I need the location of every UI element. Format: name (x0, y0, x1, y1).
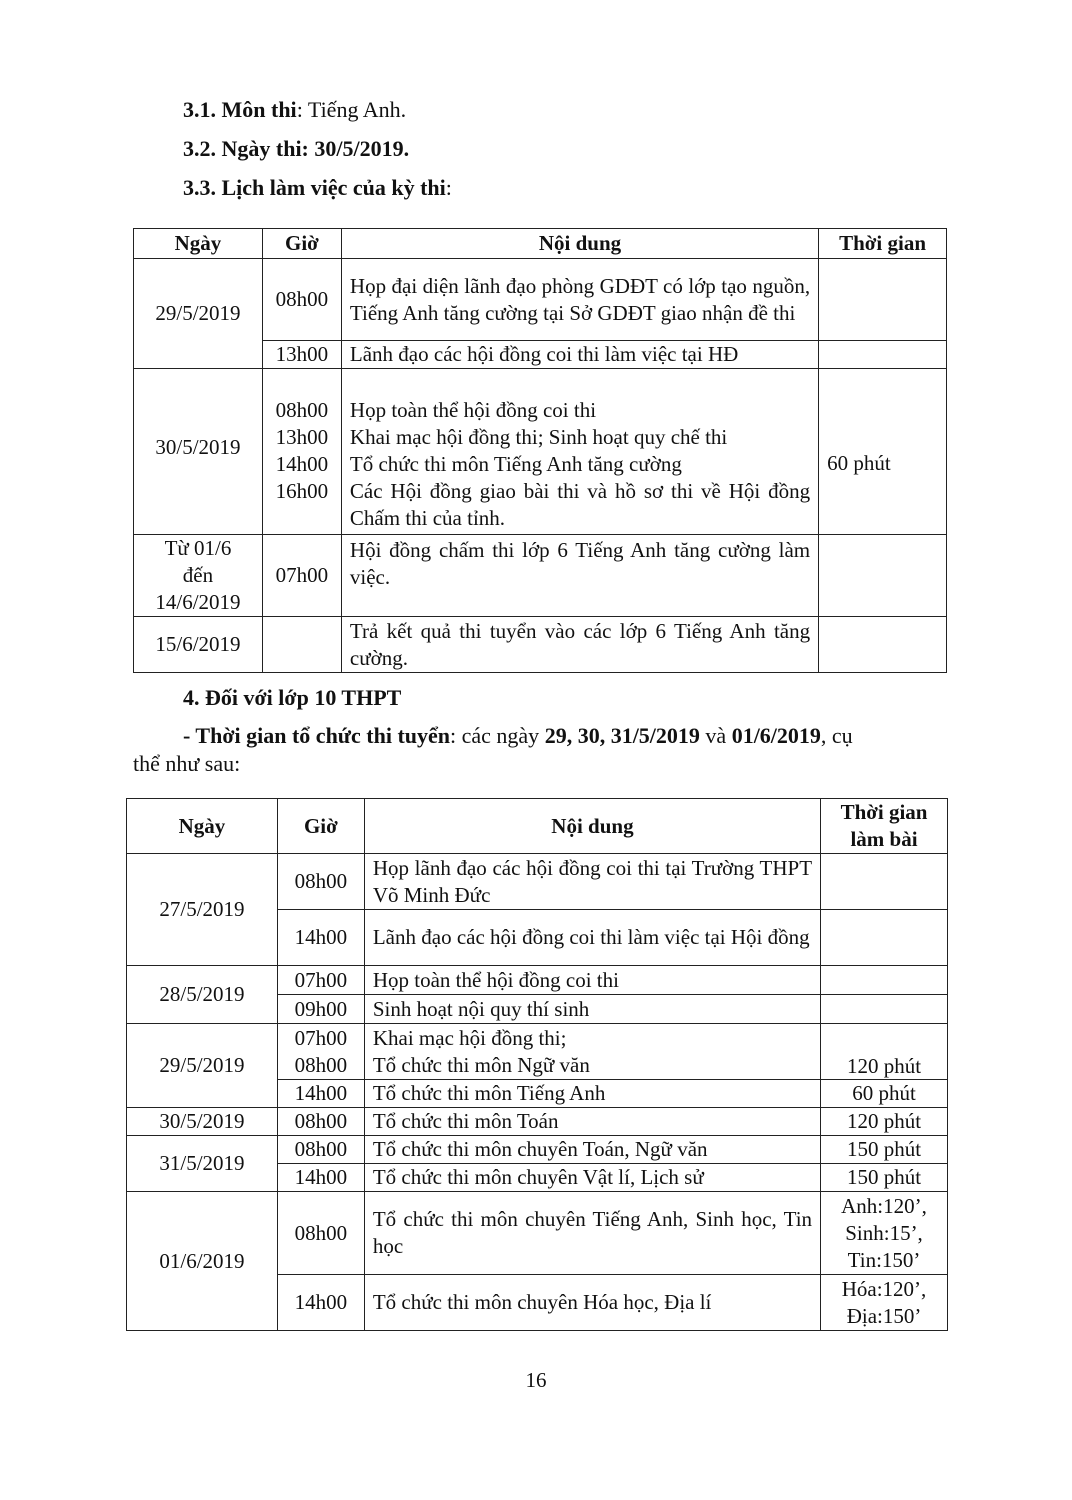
row-date: 28/5/2019 (127, 966, 278, 1024)
table-row (134, 535, 947, 617)
row-date: 30/5/2019 (134, 369, 263, 535)
schedule-table-grade10 (126, 798, 948, 1331)
table-row (134, 617, 947, 673)
header-time: Giờ (277, 799, 364, 854)
header-duration: Thời gian làm bài (821, 799, 948, 854)
table-row (127, 1108, 948, 1136)
row-content: Tổ chức thi môn chuyên Tiếng Anh, Sinh học, Tin học (364, 1192, 820, 1275)
row-time: 13h00 (262, 341, 341, 369)
schedule-table-grade6 (133, 228, 947, 673)
row-date: 29/5/2019 (127, 1024, 278, 1108)
row-duration: 60 phút (821, 1080, 948, 1108)
row-duration (819, 617, 947, 673)
section-3-2: 3.2. Ngày thi: 30/5/2019. (183, 136, 410, 161)
section-3-1: 3.1. Môn thi: Tiếng Anh. (183, 97, 407, 122)
row-duration: Anh:120’, Sinh:15’, Tin:150’ (821, 1192, 948, 1275)
row-content: Họp đại diện lãnh đạo phòng GDĐT có lớp tạo nguồn, Tiếng Anh tăng cường tại Sở GDĐT giao nhận đề thi (341, 259, 818, 341)
table-row (127, 1192, 948, 1275)
row-time: 14h00 (277, 1164, 364, 1192)
row-date: 30/5/2019 (127, 1108, 278, 1136)
section-4-title: 4. Đối với lớp 10 THPT (183, 685, 402, 710)
row-duration (821, 966, 948, 995)
row-content: Trả kết quả thi tuyển vào các lớp 6 Tiếng Anh tăng cường. (341, 617, 818, 673)
row-duration (819, 341, 947, 369)
row-content: Lãnh đạo các hội đồng coi thi làm việc tại Hội đồng (364, 910, 820, 966)
row-time: 08h00 (277, 854, 364, 910)
row-time: 08h00 (277, 1108, 364, 1136)
row-time (262, 617, 341, 673)
row-time: 14h00 (277, 910, 364, 966)
row-time: 09h00 (277, 995, 364, 1024)
row-content: Tổ chức thi môn chuyên Toán, Ngữ văn (364, 1136, 820, 1164)
header-duration: Thời gian (819, 229, 947, 259)
row-duration: 60 phút (819, 369, 947, 535)
row-content: Họp toàn thể hội đồng coi thi (364, 966, 820, 995)
table-row (134, 259, 947, 341)
row-time: 14h00 (277, 1080, 364, 1108)
row-content: Họp lãnh đạo các hội đồng coi thi tại Trường THPT Võ Minh Đức (364, 854, 820, 910)
header-content: Nội dung (341, 229, 818, 259)
section-3-3: 3.3. Lịch làm việc của kỳ thi: (183, 175, 452, 200)
row-duration (819, 259, 947, 341)
row-content: Sinh hoạt nội quy thí sinh (364, 995, 820, 1024)
row-date: Từ 01/6 đến 14/6/2019 (134, 535, 263, 617)
row-duration: Hóa:120’, Địa:150’ (821, 1275, 948, 1331)
row-content: Tổ chức thi môn Tiếng Anh (364, 1080, 820, 1108)
row-contents: Họp toàn thể hội đồng coi thi Khai mạc hội đồng thi; Sinh hoạt quy chế thi Tổ chức thi môn Tiếng Anh tăng cường Các Hội đồng giao bài thi và hồ sơ thi về Hội đồng Chấm thi của tỉnh. (341, 369, 818, 535)
row-contents: Khai mạc hội đồng thi; Tổ chức thi môn Ngữ văn (364, 1024, 820, 1080)
row-times: 08h00 13h00 14h00 16h00 (262, 369, 341, 535)
table-header-row (134, 229, 947, 259)
row-date: 31/5/2019 (127, 1136, 278, 1192)
table-row (127, 1136, 948, 1164)
header-date: Ngày (134, 229, 263, 259)
row-time: 08h00 (262, 259, 341, 341)
table-row (127, 854, 948, 910)
row-duration (821, 910, 948, 966)
row-duration: 120 phút (821, 1108, 948, 1136)
row-date: 15/6/2019 (134, 617, 263, 673)
row-duration (821, 854, 948, 910)
section-4-intro-line2: thể như sau: (133, 751, 241, 776)
header-date: Ngày (127, 799, 278, 854)
row-duration: 120 phút (821, 1024, 948, 1080)
page-number: 16 (525, 1368, 547, 1392)
row-content: Hội đồng chấm thi lớp 6 Tiếng Anh tăng cường làm việc. (341, 535, 818, 617)
row-time: 14h00 (277, 1275, 364, 1331)
row-date: 27/5/2019 (127, 854, 278, 966)
row-time: 08h00 (277, 1192, 364, 1275)
section-4-intro: - Thời gian tổ chức thi tuyển: các ngày 29, 30, 31/5/2019 và 01/6/2019, cụ (183, 723, 853, 748)
row-time: 07h00 (277, 966, 364, 995)
row-content: Lãnh đạo các hội đồng coi thi làm việc tại HĐ (341, 341, 818, 369)
header-content: Nội dung (364, 799, 820, 854)
row-date: 29/5/2019 (134, 259, 263, 369)
table-header-row (127, 799, 948, 854)
row-date: 01/6/2019 (127, 1192, 278, 1331)
row-content: Tổ chức thi môn chuyên Vật lí, Lịch sử (364, 1164, 820, 1192)
row-duration: 150 phút (821, 1136, 948, 1164)
row-times: 07h00 08h00 (277, 1024, 364, 1080)
row-duration (819, 535, 947, 617)
row-time: 07h00 (262, 535, 341, 617)
header-time: Giờ (262, 229, 341, 259)
row-time: 08h00 (277, 1136, 364, 1164)
row-duration: 150 phút (821, 1164, 948, 1192)
table-row (127, 1024, 948, 1080)
table-row (134, 369, 947, 535)
row-content: Tổ chức thi môn chuyên Hóa học, Địa lí (364, 1275, 820, 1331)
table-row (127, 966, 948, 995)
row-content: Tổ chức thi môn Toán (364, 1108, 820, 1136)
row-duration (821, 995, 948, 1024)
